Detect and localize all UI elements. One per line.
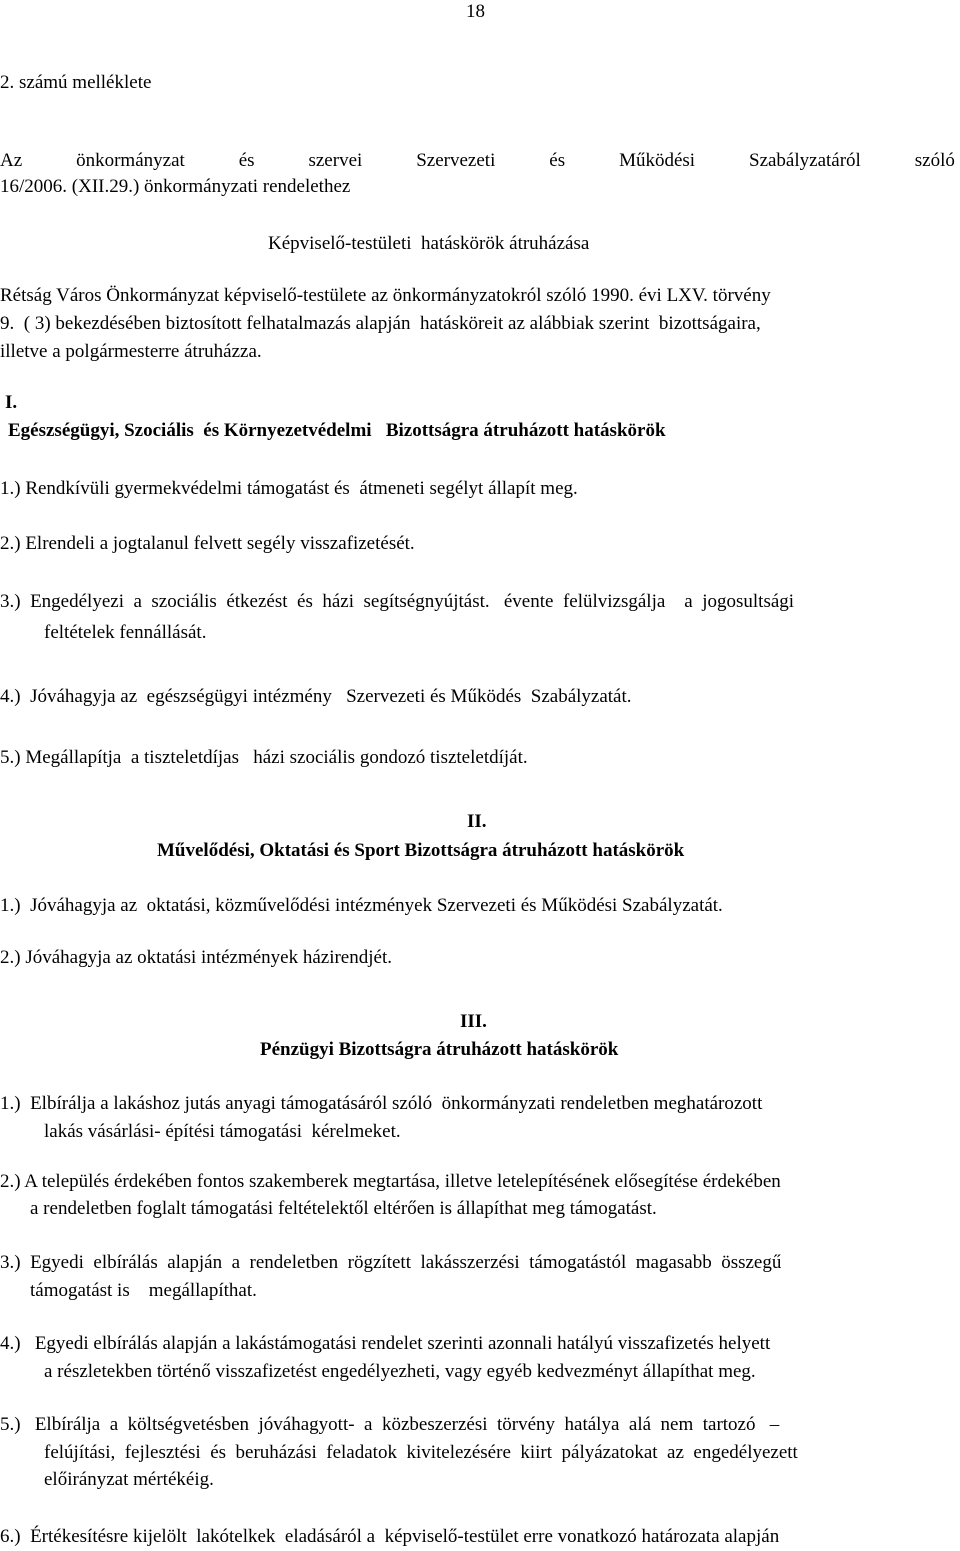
section-3-item-6: 6.) Értékesítésre kijelölt lakótelkek eladásáról a képviselő-testület erre vonatkozó határozata alapján [0,1526,780,1547]
preamble-line-1: Rétság Város Önkormányzat képviselő-testülete az önkormányzatokról szóló 1990. évi LXV. törvény [0,285,771,306]
section-1-numeral: I. [5,392,18,413]
section-1-item-3-line-2: feltételek fennállását. [44,622,207,643]
section-2-heading: Művelődési, Oktatási és Sport Bizottságra átruházott hatáskörök [157,840,685,861]
intro-word: és [238,150,255,171]
intro-word: szervei [308,150,363,171]
section-1-item-2: 2.) Elrendeli a jogtalanul felvett segély visszafizetését. [0,533,415,554]
section-2-item-2: 2.) Jóváhagyja az oktatási intézmények házirendjét. [0,947,392,968]
section-2-item-1: 1.) Jóváhagyja az oktatási, közművelődési intézmények Szervezeti és Működési Szabályzatát. [0,895,723,916]
section-3-item-5-line-3: előirányzat mértékéig. [44,1469,214,1490]
section-2-numeral: II. [467,811,487,832]
intro-word: önkormányzat [76,150,185,171]
section-3-item-2-line-1: 2.) A település érdekében fontos szakemberek megtartása, illetve letelepítésének elősegítése érdekében [0,1171,781,1192]
section-3-item-1-line-1: 1.) Elbírálja a lakáshoz jutás anyagi támogatásáról szóló önkormányzati rendeletben meghatározott [0,1093,763,1114]
section-3-item-4-line-1: 4.) Egyedi elbírálás alapján a lakástámogatási rendelet szerinti azonnali hatályú visszafizetés helyett [0,1333,771,1354]
section-1-item-3-line-1: 3.) Engedélyezi a szociális étkezést és házi segítségnyújtást. évente felülvizsgálja a jogosultsági [0,591,795,612]
section-1-heading: Egészségügyi, Szociális és Környezetvédelmi Bizottságra átruházott hatáskörök [8,420,666,441]
section-3-item-3-line-1: 3.) Egyedi elbírálás alapján a rendeletben rögzített lakásszerzési támogatástól magasabb összegű [0,1252,782,1273]
intro-line-2: 16/2006. (XII.29.) önkormányzati rendelethez [0,176,351,197]
intro-word: Az [0,150,23,171]
preamble-line-3: illetve a polgármesterre átruházza. [0,341,262,362]
section-3-numeral: III. [460,1011,487,1032]
intro-word: szóló [914,150,955,171]
intro-word: Működési [619,150,696,171]
preamble-line-2: 9. ( 3) bekezdésében biztosított felhatalmazás alapján hatásköreit az alábbiak szerint bizottságaira, [0,313,761,334]
section-1-item-5: 5.) Megállapítja a tiszteletdíjas házi szociális gondozó tiszteletdíját. [0,747,528,768]
section-3-item-1-line-2: lakás vásárlási- építési támogatási kérelmeket. [44,1121,401,1142]
page-number: 18 [466,1,485,22]
section-3-item-5-line-1: 5.) Elbírálja a költségvetésben jóváhagyott- a közbeszerzési törvény hatálya alá nem tartozó – [0,1414,780,1435]
section-1-item-4: 4.) Jóváhagyja az egészségügyi intézmény Szervezeti és Működés Szabályzatát. [0,686,632,707]
section-3-heading: Pénzügyi Bizottságra átruházott hatáskörök [260,1039,619,1060]
intro-word: és [549,150,566,171]
section-3-item-3-line-2: támogatást is megállapíthat. [30,1280,257,1301]
intro-word: Szabályzatáról [749,150,861,171]
intro-line-1 [0,150,955,172]
section-3-item-2-line-2: a rendeletben foglalt támogatási feltételektől eltérően is állapíthat meg támogatást. [30,1198,657,1219]
annex-title: 2. számú melléklete [0,72,152,93]
section-3-item-4-line-2: a részletekben történő visszafizetést engedélyezheti, vagy egyéb kedvezményt állapíthat meg. [44,1361,756,1382]
intro-word: Szervezeti [416,150,496,171]
section-3-item-5-line-2: felújítási, fejlesztési és beruházási feladatok kivitelezésére kiirt pályázatokat az engedélyezett [44,1442,798,1463]
section-1-item-1: 1.) Rendkívüli gyermekvédelmi támogatást és átmeneti segélyt állapít meg. [0,478,578,499]
document-title: Képviselő-testületi hatáskörök átruházása [268,233,590,254]
